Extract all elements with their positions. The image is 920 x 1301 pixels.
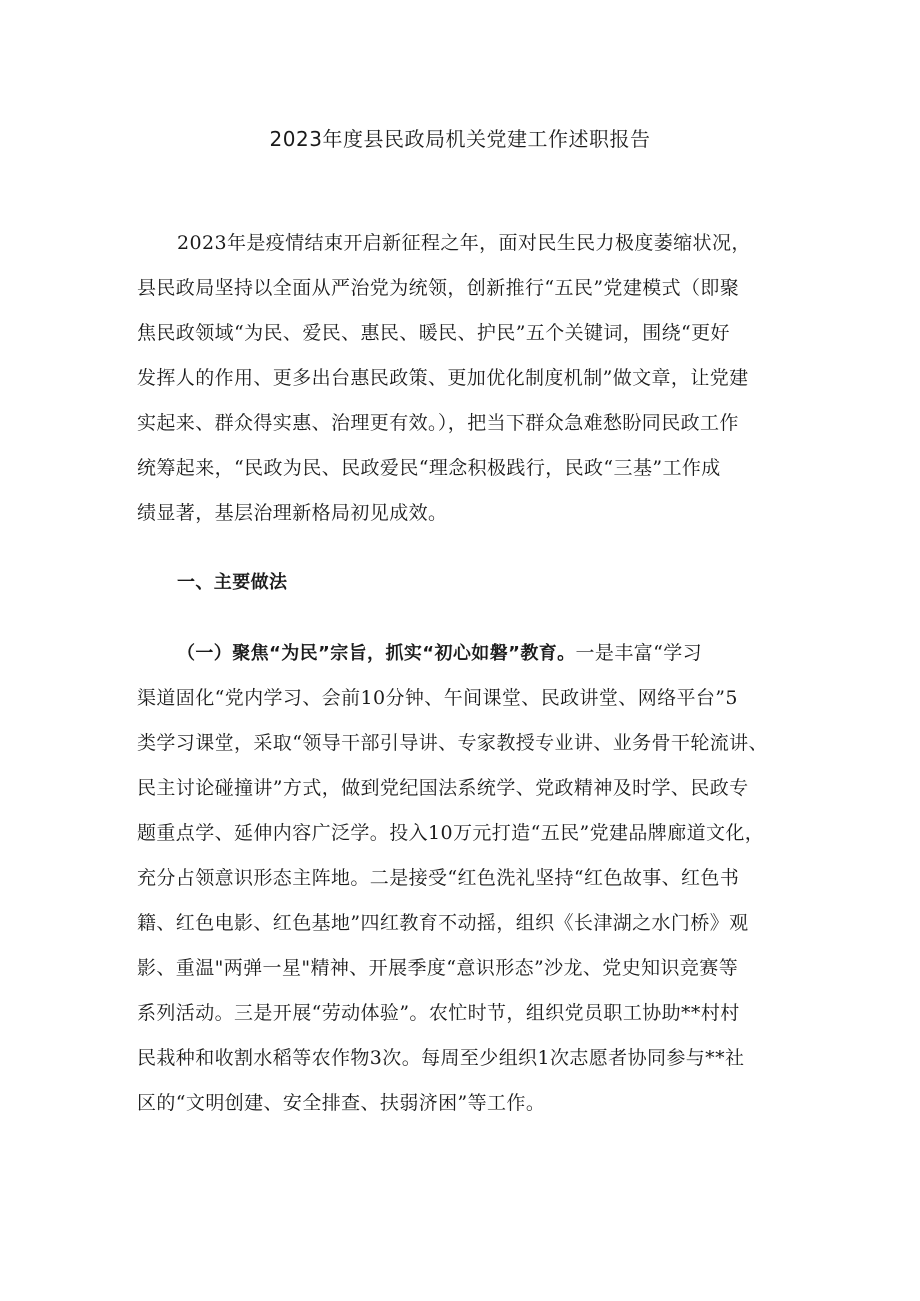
intro-line: 统筹起来，“民政为民、民政爱民“理念积极践行，民政“三基”工作成 xyxy=(137,457,721,479)
intro-line: 实起来、群众得实惠、治理更有效。），把当下群众急难愁盼同民政工作 xyxy=(137,412,739,434)
body-line: 系列活动。三是开展“劳动体验”。农忙时节，组织党员职工协助**村村 xyxy=(137,1002,740,1024)
body-line: 区的“文明创建、安全排查、扶弱济困”等工作。 xyxy=(137,1092,546,1114)
body-line: 题重点学、延伸内容广泛学。投入10万元打造“五民”党建品牌廊道文化， xyxy=(137,822,765,844)
subsection-first-line-text: 一是丰富“学习 xyxy=(575,642,703,664)
intro-line: 发挥人的作用、更多出台惠民政策、更加优化制度机制”做文章，让党建 xyxy=(137,367,749,389)
subsection-title: （一）聚焦“为民”宗旨，抓实“初心如磐”教育。 xyxy=(177,643,576,664)
document-title: 2023年度县民政局机关党建工作述职报告 xyxy=(269,127,651,151)
body-line: 籍、红色电影、红色基地”四红教育不动摇，组织《长津湖之水门桥》观 xyxy=(137,912,749,934)
intro-line: 绩显著，基层治理新格局初见成效。 xyxy=(137,502,448,524)
body-line: 充分占领意识形态主阵地。二是接受“红色洗礼坚持“红色故事、红色书 xyxy=(137,867,740,889)
body-line: 类学习课堂，采取“领导干部引导讲、专家教授专业讲、业务骨干轮流讲、 xyxy=(137,732,768,754)
section-heading: 一、主要做法 xyxy=(177,572,288,593)
intro-line: 焦民政领域“为民、爱民、惠民、暖民、护民”五个关键词，围绕“更好 xyxy=(137,322,730,344)
intro-line: 2023年是疫情结束开启新征程之年，面对民生民力极度萎缩状况， xyxy=(177,232,751,254)
subsection-first-line xyxy=(177,638,702,669)
body-line: 影、重温"两弹一星"精神、开展季度“意识形态”沙龙、党史知识竞赛等 xyxy=(137,957,739,979)
body-line: 民栽种和收割水稻等农作物3次。每周至少组织1次志愿者协同参与**社 xyxy=(137,1047,745,1069)
intro-line: 县民政局坚持以全面从严治党为统领，创新推行“五民”党建模式（即聚 xyxy=(137,277,740,299)
body-line: 渠道固化“党内学习、会前10分钟、午间课堂、民政讲堂、网络平台”5 xyxy=(137,687,738,709)
body-line: 民主讨论碰撞讲”方式，做到党纪国法系统学、党政精神及时学、民政专 xyxy=(137,777,749,799)
